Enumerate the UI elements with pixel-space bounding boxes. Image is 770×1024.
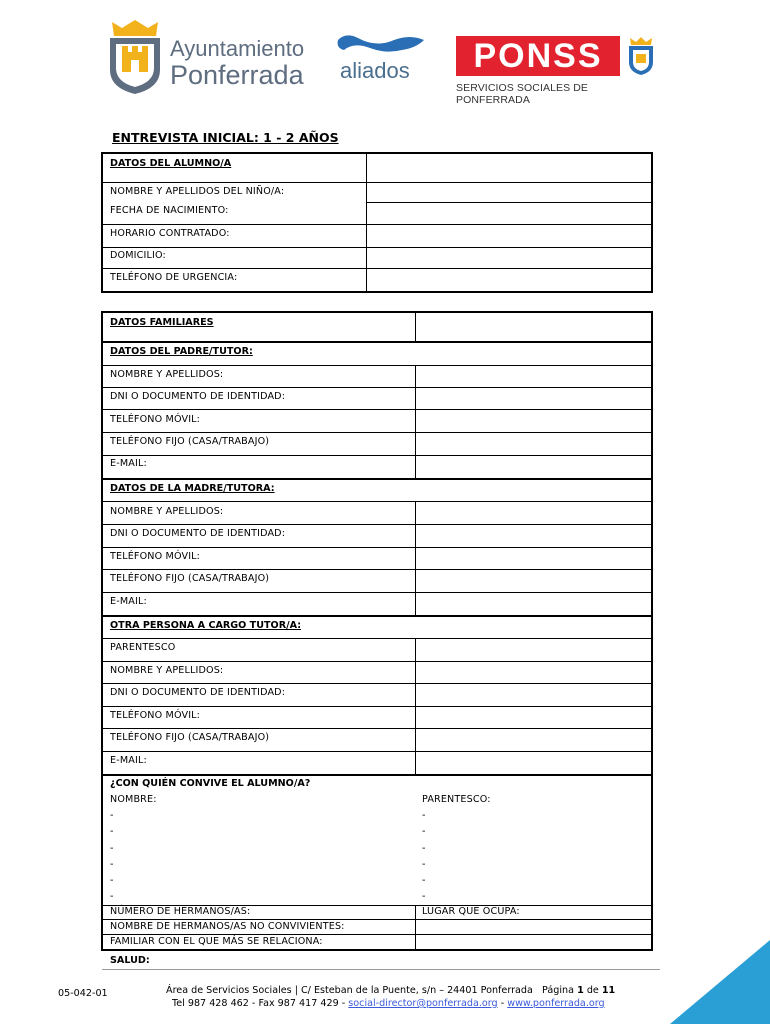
parentesco-dash: - xyxy=(422,826,426,837)
page-title: ENTREVISTA INICIAL: 1 - 2 AÑOS xyxy=(112,130,339,145)
ponss-wordmark: PONSS xyxy=(456,36,620,76)
alumno-heading: DATOS DEL ALUMNO/A xyxy=(110,158,232,169)
familiar-label: FAMILIAR CON EL QUE MÁS SE RELACIONA: xyxy=(110,936,323,947)
salud-heading: SALUD: xyxy=(110,955,150,966)
footer-line2 xyxy=(172,998,605,1009)
footer-de: de xyxy=(586,985,599,996)
aliados-text: aliados xyxy=(340,58,410,83)
padre-field-fijo: TELÉFONO FIJO (CASA/TRABAJO) xyxy=(110,436,270,447)
padre-field-dni: DNI O DOCUMENTO DE IDENTIDAD: xyxy=(110,391,286,402)
footer-email-link[interactable]: social-director@ponferrada.org xyxy=(348,998,498,1009)
alumno-field-fecha: FECHA DE NACIMIENTO: xyxy=(110,205,229,216)
parentesco-dash: - xyxy=(422,859,426,870)
otra-field-movil: TELÉFONO MÓVIL: xyxy=(110,710,201,721)
ponss-subtitle: SERVICIOS SOCIALES DE PONFERRADA xyxy=(456,82,589,106)
ayto-line2: Ponferrada xyxy=(170,60,304,90)
familia-table xyxy=(101,311,653,951)
corner-triangle-icon xyxy=(670,940,770,1024)
convive-dash: - xyxy=(110,859,114,870)
convive-dash: - xyxy=(110,843,114,854)
footer-sep: - xyxy=(500,998,505,1009)
alumno-field-horario: HORARIO CONTRATADO: xyxy=(110,228,230,239)
lugar-label: LUGAR QUE OCUPA: xyxy=(422,906,520,917)
aliados-wave-icon xyxy=(336,32,426,56)
footer-code: 05-042-01 xyxy=(58,988,108,999)
ponss-logo xyxy=(456,36,662,106)
hermanos-label: NÚMERO DE HERMANOS/AS: xyxy=(110,906,251,917)
alumno-field-telefono: TELÉFONO DE URGENCIA: xyxy=(110,272,238,283)
padre-field-email: E-MAIL: xyxy=(110,458,147,469)
madre-field-fijo: TELÉFONO FIJO (CASA/TRABAJO) xyxy=(110,573,270,584)
ayto-line1: Ayuntamiento xyxy=(170,36,305,61)
convive-heading: ¿CON QUIÉN CONVIVE EL ALUMNO/A? xyxy=(110,778,311,789)
convive-dash: - xyxy=(110,891,114,902)
convive-dash: - xyxy=(110,826,114,837)
aliados-logo xyxy=(336,32,428,88)
convive-dash: - xyxy=(110,810,114,821)
parentesco-dash: - xyxy=(422,875,426,886)
convive-dash: - xyxy=(110,875,114,886)
alumno-field-nombre: NOMBRE Y APELLIDOS DEL NIÑO/A: xyxy=(110,186,285,197)
footer-address: Área de Servicios Sociales | C/ Esteban de la Puente, s/n – 24401 Ponferrada xyxy=(166,985,533,996)
madre-field-nombre: NOMBRE Y APELLIDOS: xyxy=(110,506,224,517)
footer-web-link[interactable]: www.ponferrada.org xyxy=(507,998,605,1009)
ponferrada-shield-icon xyxy=(104,18,166,96)
madre-heading: DATOS DE LA MADRE/TUTORA: xyxy=(110,483,275,494)
footer-pagina: Página xyxy=(542,985,574,996)
convive-nombre-label: NOMBRE: xyxy=(110,794,157,805)
footer-page-num: 1 xyxy=(577,985,584,996)
otra-field-fijo: TELÉFONO FIJO (CASA/TRABAJO) xyxy=(110,732,270,743)
footer-divider xyxy=(102,969,660,970)
alumno-field-domicilio: DOMICILIO: xyxy=(110,250,166,261)
madre-field-dni: DNI O DOCUMENTO DE IDENTIDAD: xyxy=(110,528,286,539)
padre-field-nombre: NOMBRE Y APELLIDOS: xyxy=(110,369,224,380)
footer-line1 xyxy=(166,985,615,996)
no-convivientes-label: NOMBRE DE HERMANOS/AS NO CONVIVIENTES: xyxy=(110,921,345,932)
familia-heading: DATOS FAMILIARES xyxy=(110,317,214,328)
parentesco-dash: - xyxy=(422,843,426,854)
otra-field-email: E-MAIL: xyxy=(110,755,147,766)
madre-field-email: E-MAIL: xyxy=(110,596,147,607)
otra-field-dni: DNI O DOCUMENTO DE IDENTIDAD: xyxy=(110,687,286,698)
parentesco-dash: - xyxy=(422,891,426,902)
parentesco-dash: - xyxy=(422,810,426,821)
footer-phones: Tel 987 428 462 - Fax 987 417 429 - xyxy=(172,998,346,1009)
padre-field-movil: TELÉFONO MÓVIL: xyxy=(110,414,201,425)
otra-heading: OTRA PERSONA A CARGO TUTOR/A: xyxy=(110,620,302,631)
alumno-table xyxy=(101,152,653,293)
footer-page-total: 11 xyxy=(601,985,616,996)
ayuntamiento-logo xyxy=(104,18,314,96)
otra-field-parentesco: PARENTESCO xyxy=(110,642,176,653)
madre-field-movil: TELÉFONO MÓVIL: xyxy=(110,551,201,562)
otra-field-nombre: NOMBRE Y APELLIDOS: xyxy=(110,665,224,676)
padre-heading: DATOS DEL PADRE/TUTOR: xyxy=(110,346,253,357)
ponss-shield-icon xyxy=(626,36,656,76)
convive-parentesco-label: PARENTESCO: xyxy=(422,794,491,805)
